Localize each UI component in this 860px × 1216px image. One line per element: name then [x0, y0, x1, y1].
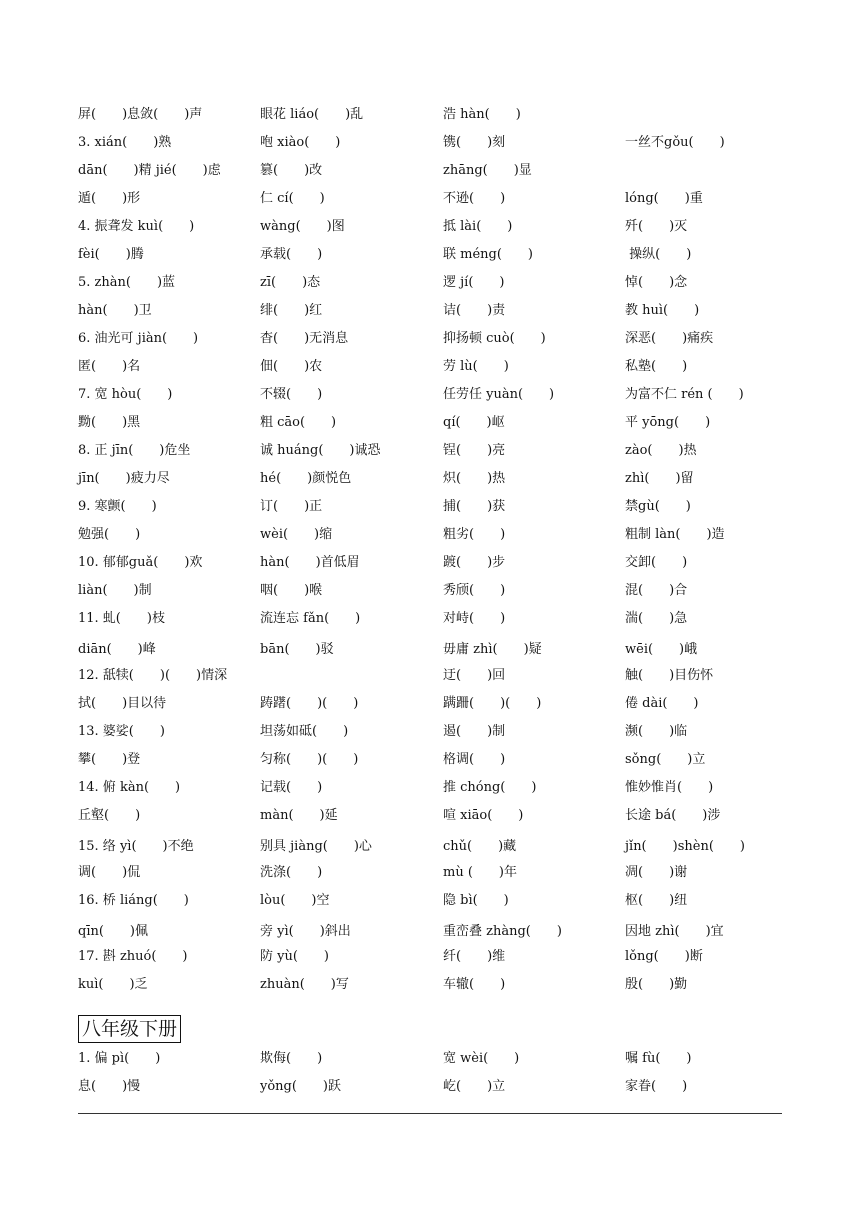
exercise-item: 杳( )无消息 — [260, 331, 349, 346]
exercise-row — [0, 300, 860, 322]
exercise-item: chǔ( )藏 — [443, 839, 517, 854]
exercise-item: 交卸( ) — [625, 555, 688, 570]
exercise-item: 浩 hàn( ) — [443, 107, 521, 122]
section-header: 八年级下册 — [78, 1015, 181, 1043]
exercise-item: 流连忘 fǎn( ) — [260, 611, 361, 626]
exercise-row — [0, 384, 860, 406]
exercise-item: 坦荡如砥( ) — [260, 724, 349, 739]
exercise-item: 粗制 làn( )造 — [625, 527, 725, 542]
exercise-row — [0, 665, 860, 687]
exercise-item: diān( )峰 — [78, 642, 156, 657]
exercise-item: 湍( )急 — [625, 611, 688, 626]
exercise-item: kuì( )乏 — [78, 977, 148, 992]
exercise-row — [0, 890, 860, 912]
exercise-row — [0, 524, 860, 546]
exercise-row — [0, 132, 860, 154]
exercise-row — [0, 580, 860, 602]
exercise-item: 屏( )息敛( )声 — [78, 107, 203, 122]
exercise-item: 遁( )形 — [78, 191, 141, 206]
exercise-item: 因地 zhì( )宜 — [625, 924, 724, 939]
exercise-item: 黝( )黑 — [78, 415, 141, 430]
exercise-item: 对峙( ) — [443, 611, 506, 626]
exercise-item: 9. 寒颤( ) — [78, 499, 157, 514]
exercise-item: 旁 yì( )斜出 — [260, 924, 351, 939]
exercise-item: 濒( )临 — [625, 724, 688, 739]
exercise-item: 推 chóng( ) — [443, 780, 537, 795]
exercise-item: 踱( )步 — [443, 555, 506, 570]
exercise-item: 为富不仁 rén ( ) — [625, 387, 744, 402]
exercise-item: 匿( )名 — [78, 359, 141, 374]
exercise-item: 屹( )立 — [443, 1079, 506, 1094]
exercise-row — [0, 552, 860, 574]
exercise-item: 不逊( ) — [443, 191, 506, 206]
exercise-item: 洗涤( ) — [260, 865, 323, 880]
exercise-item: 篡( )改 — [260, 163, 323, 178]
exercise-item: 调( )侃 — [78, 865, 141, 880]
exercise-item: yǒng( )跃 — [260, 1079, 342, 1094]
exercise-item: 秀颀( ) — [443, 583, 506, 598]
exercise-row — [0, 440, 860, 462]
exercise-row — [0, 721, 860, 743]
exercise-item: 迂( )回 — [443, 668, 506, 683]
exercise-row — [0, 749, 860, 771]
exercise-item: 防 yù( ) — [260, 949, 329, 964]
exercise-item: 17. 斟 zhuó( ) — [78, 949, 188, 964]
exercise-item: hàn( )卫 — [78, 303, 152, 318]
exercise-item: 7. 宽 hòu( ) — [78, 387, 173, 402]
exercise-item: 歼( )灭 — [625, 219, 688, 234]
exercise-row — [0, 412, 860, 434]
exercise-item: 12. 舐犊( )( )情深 — [78, 668, 228, 683]
exercise-item: 诚 huáng( )诚恐 — [260, 443, 381, 458]
exercise-item: wēi( )峨 — [625, 642, 698, 657]
exercise-item: bān( )驳 — [260, 642, 334, 657]
exercise-item: zī( )态 — [260, 275, 321, 290]
exercise-item: 锃( )亮 — [443, 443, 506, 458]
exercise-item: 踌躇( )( ) — [260, 696, 359, 711]
exercise-item: 抵 lài( ) — [443, 219, 513, 234]
exercise-row — [0, 272, 860, 294]
exercise-item: 拭( )目以待 — [78, 696, 167, 711]
exercise-item: 粗劣( ) — [443, 527, 506, 542]
exercise-item: 私塾( ) — [625, 359, 688, 374]
exercise-item: zhāng( )显 — [443, 163, 532, 178]
exercise-item: liàn( )制 — [78, 583, 152, 598]
bottom-divider — [78, 1113, 782, 1114]
exercise-item: 记载( ) — [260, 780, 323, 795]
exercise-item: 粗 cāo( ) — [260, 415, 337, 430]
exercise-row — [0, 921, 860, 943]
exercise-item: 教 huì( ) — [625, 303, 700, 318]
exercise-item: 重峦叠 zhàng( ) — [443, 924, 562, 939]
exercise-item: 丘壑( ) — [78, 808, 141, 823]
exercise-item: 家眷( ) — [625, 1079, 688, 1094]
exercise-item: qí( )岖 — [443, 415, 505, 430]
exercise-item: hé( )颜悦色 — [260, 471, 352, 486]
exercise-item: 6. 油光可 jiàn( ) — [78, 331, 199, 346]
exercise-row — [0, 777, 860, 799]
exercise-row — [0, 104, 860, 126]
exercise-item: 任劳任 yuàn( ) — [443, 387, 555, 402]
exercise-item: 蹒跚( )( ) — [443, 696, 542, 711]
exercise-item: 承载( ) — [260, 247, 323, 262]
exercise-row — [0, 836, 860, 858]
exercise-item: 逻 jí( ) — [443, 275, 505, 290]
exercise-item: 联 méng( ) — [443, 247, 533, 262]
exercise-item: 悼( )念 — [625, 275, 688, 290]
exercise-item: 捕( )获 — [443, 499, 506, 514]
exercise-row — [0, 639, 860, 661]
exercise-item: wàng( )图 — [260, 219, 345, 234]
exercise-row — [0, 946, 860, 968]
exercise-item: 触( )目伤怀 — [625, 668, 714, 683]
exercise-item: 操纵( ) — [625, 247, 692, 262]
exercise-item: 5. zhàn( )蓝 — [78, 275, 176, 290]
exercise-item: lǒng( )断 — [625, 949, 703, 964]
exercise-item: 一丝不gǒu( ) — [625, 135, 725, 150]
exercise-item: zhuàn( )写 — [260, 977, 349, 992]
exercise-item: 订( )正 — [260, 499, 323, 514]
exercise-item: 凋( )谢 — [625, 865, 688, 880]
exercise-item: 4. 振聋发 kuì( ) — [78, 219, 195, 234]
exercise-item: lóng( )重 — [625, 191, 703, 206]
exercise-row — [0, 160, 860, 182]
exercise-item: wèi( )缩 — [260, 527, 333, 542]
exercise-row — [0, 216, 860, 238]
exercise-item: 16. 桥 liáng( ) — [78, 893, 189, 908]
exercise-item: fèi( )腾 — [78, 247, 144, 262]
exercise-item: 喧 xiāo( ) — [443, 808, 524, 823]
exercise-item: 惟妙惟肖( ) — [625, 780, 714, 795]
exercise-item: sǒng( )立 — [625, 752, 706, 767]
exercise-item: 咽( )喉 — [260, 583, 323, 598]
exercise-item: lòu( )空 — [260, 893, 330, 908]
exercise-row — [0, 974, 860, 996]
exercise-item: zào( )热 — [625, 443, 697, 458]
exercise-item: 诘( )责 — [443, 303, 506, 318]
exercise-item: 平 yōng( ) — [625, 415, 711, 430]
exercise-item: 咆 xiào( ) — [260, 135, 341, 150]
exercise-item: dān( )精 jié( )虑 — [78, 163, 221, 178]
exercise-item: 绯( )红 — [260, 303, 323, 318]
exercise-item: zhì( )留 — [625, 471, 694, 486]
exercise-item: 匀称( )( ) — [260, 752, 359, 767]
exercise-item: 枢( )纽 — [625, 893, 688, 908]
exercise-item: 遏( )制 — [443, 724, 506, 739]
exercise-item: 抑扬顿 cuò( ) — [443, 331, 546, 346]
exercise-row — [0, 188, 860, 210]
exercise-item: 毋庸 zhì( )疑 — [443, 642, 542, 657]
exercise-item: 3. xián( )熟 — [78, 135, 172, 150]
exercise-row — [0, 356, 860, 378]
exercise-item: jīn( )疲力尽 — [78, 471, 170, 486]
exercise-row — [0, 1048, 860, 1070]
exercise-item: 炽( )热 — [443, 471, 506, 486]
exercise-item: 混( )合 — [625, 583, 688, 598]
exercise-row — [0, 244, 860, 266]
exercise-item: 深恶( )痛疾 — [625, 331, 714, 346]
exercise-item: 14. 俯 kàn( ) — [78, 780, 181, 795]
exercise-item: 眼花 liáo( )乱 — [260, 107, 364, 122]
exercise-item: 劳 lù( ) — [443, 359, 509, 374]
exercise-row — [0, 328, 860, 350]
exercise-item: hàn( )首低眉 — [260, 555, 360, 570]
exercise-item: jǐn( )shèn( ) — [625, 839, 745, 854]
exercise-item: 倦 dài( ) — [625, 696, 699, 711]
exercise-item: 车辙( ) — [443, 977, 506, 992]
exercise-item: 隐 bì( ) — [443, 893, 509, 908]
exercise-row — [0, 862, 860, 884]
exercise-row — [0, 805, 860, 827]
exercise-item: 嘱 fù( ) — [625, 1051, 692, 1066]
exercise-row — [0, 496, 860, 518]
exercise-item: 镌( )刻 — [443, 135, 506, 150]
exercise-item: qīn( )佩 — [78, 924, 148, 939]
exercise-item: 10. 郁郁guǎ( )欢 — [78, 555, 203, 570]
exercise-item: 攀( )登 — [78, 752, 141, 767]
exercise-item: 息( )慢 — [78, 1079, 141, 1094]
exercise-item: màn( )延 — [260, 808, 338, 823]
exercise-item: 长途 bá( )涉 — [625, 808, 721, 823]
exercise-item: 1. 偏 pì( ) — [78, 1051, 161, 1066]
exercise-row — [0, 1076, 860, 1098]
exercise-item: 11. 虬( )枝 — [78, 611, 165, 626]
exercise-item: 欺侮( ) — [260, 1051, 323, 1066]
exercise-item: 纤( )维 — [443, 949, 506, 964]
exercise-item: 勉强( ) — [78, 527, 141, 542]
exercise-item: 别具 jiàng( )心 — [260, 839, 372, 854]
exercise-item: 15. 络 yì( )不绝 — [78, 839, 194, 854]
exercise-row — [0, 468, 860, 490]
exercise-row — [0, 693, 860, 715]
exercise-item: 禁gù( ) — [625, 499, 691, 514]
exercise-row — [0, 608, 860, 630]
exercise-item: 仁 cí( ) — [260, 191, 325, 206]
exercise-item: 殷( )勤 — [625, 977, 688, 992]
exercise-item: 格调( ) — [443, 752, 506, 767]
exercise-item: 宽 wèi( ) — [443, 1051, 520, 1066]
exercise-item: mù ( )年 — [443, 865, 517, 880]
exercise-item: 13. 婆娑( ) — [78, 724, 165, 739]
exercise-item: 8. 正 jīn( )危坐 — [78, 443, 191, 458]
exercise-item: 不辍( ) — [260, 387, 323, 402]
exercise-item: 佃( )农 — [260, 359, 323, 374]
